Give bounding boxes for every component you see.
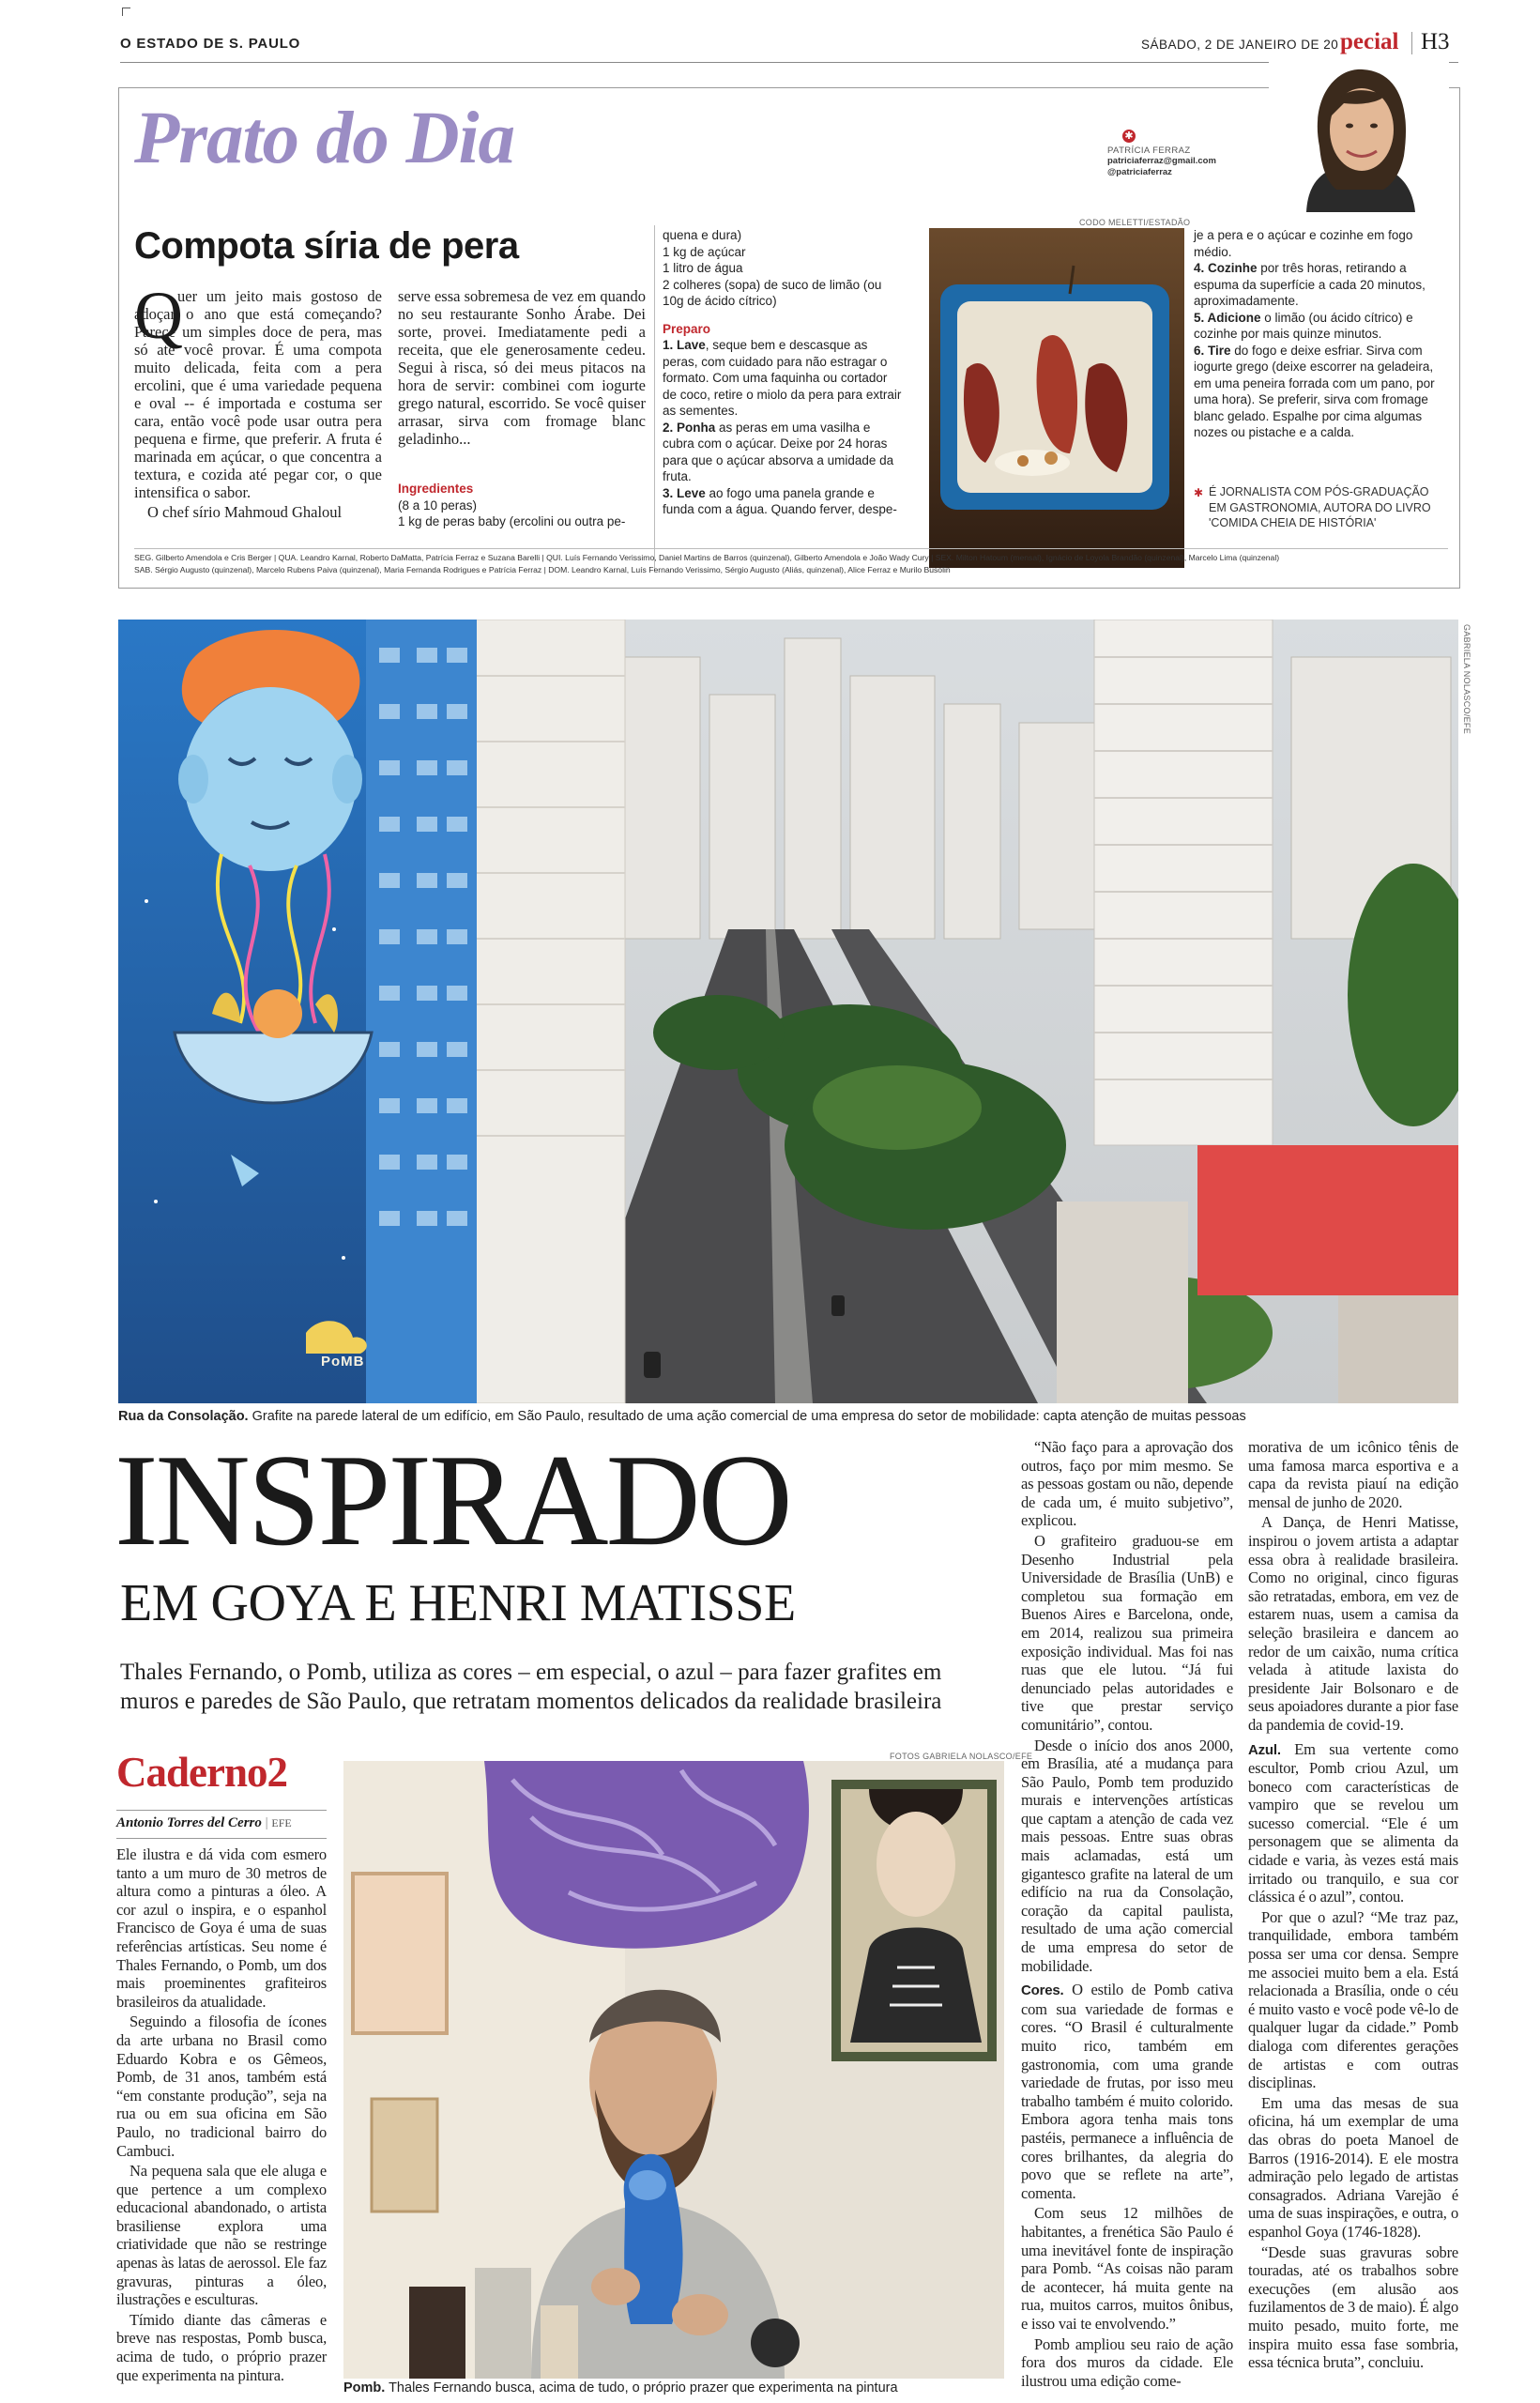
col3-para-4: Por que o azul? “Me traz paz, tranquilidade, embora também possa ser uma cor densa. Sempre me associei muito bem a ela. Está relacionada a Brasília, onde o céu é muito vasto e você pode vê-lo de qualquer lugar da cidade.” Pomb dialoga com diferentes gerações de artistas e com outras disciplinas. [1248,1907,1458,2092]
byline-rule-2 [116,1838,327,1839]
recipe-intro-text-3: serve essa sobremesa de vez em quando no seu restaurante Sonho Árabe. Dei sorte, provei. Imediatamente pedi a receita, que ele generosamente cedeu. Segui à risca, só dei meus pitacos na hora de servir: combinei com iogurte grego natural, escorrido. Se você quiser arrasar, sirva com fromage blanc geladinho... [398,287,646,448]
main-caption-text: Grafite na parede lateral de um edifício, em São Paulo, resultado de uma ação comercial de uma empresa do setor de mobilidade: capta atenção de muitas pessoas [248,1409,1246,1424]
col2-para-6: Pomb ampliou seu raio de ação fora dos muros da cidade. Ele ilustrou uma edição come- [1021,2334,1233,2390]
step-3 [663,485,905,518]
section-logo: Caderno2 [116,1749,287,1796]
recipe-title: Compota síria de pera [134,225,519,267]
author-email[interactable]: patriciaferraz@gmail.com [1107,156,1216,166]
header-divider [1411,32,1412,54]
ingredients-block [398,481,646,530]
prep-title: Preparo [663,321,711,336]
mural-signature: PoMB [321,1354,365,1370]
step-2 [663,420,905,485]
newspaper-name: O ESTADO DE S. PAULO [120,36,301,52]
article-photo-caption [343,2380,1004,2395]
ingredient-2: 1 kg de açúcar [663,244,746,259]
columnists-line-2: SAB. Sérgio Augusto (quinzenal), Marcelo Rubens Paiva (quinzenal), Maria Fernanda Rodrigues e Patrícia Ferraz | DOM. Leandro Karnal, Luís Fernando Verissimo, Sérgio Augusto (Aliás, quinzenal), Alice Ferraz e Murilo Busolin [134,565,951,574]
step-5 [1194,310,1449,343]
author-handle[interactable]: @patriciaferraz [1107,167,1172,177]
section-name: pecial [1340,29,1399,54]
col2-para-3: Desde o início dos anos 2000, em Brasília, até a mudança para São Paulo, Pomb tem produzido murais e intervenções artísticas que captam a atenção de cada vez mais pessoas. Entre suas obras mais aclamadas, está um gigantesco grafite na lateral de um edifício na rua da Consolação, coração da capital paulista, resultado de uma ação comercial de uma empresa do setor de mobilidade. [1021,1736,1233,1975]
page-number: H3 [1421,29,1450,54]
col2-para-2: O grafiteiro graduou-se em Desenho Industrial pela Universidade de Brasília (UnB) e completou sua formação em Buenos Aires e Barcelona, onde, em 2014, realizou sua primeira exposição individual. Mas foi nas ruas que ele lutou. “Já fui denunciado pelas autoridades e tive que prestar serviço comunitário”, contou. [1021,1531,1233,1734]
step-5-num: 5. Adicione [1194,310,1261,325]
ingredient-1-cont: quena e dura) [663,228,742,242]
recipe-intro-text: uer um jeito mais gostoso de adoçar o ano que está começando? Parece um simples doce de pera, mas só até você provar. É uma compota muito delicada, feita com a pera ercolini, que é uma variedade pequena e oval -- é importada e costuma ser cara, então você pode usar outra pera pequena e firme, que preferir. A fruta é marinada em açúcar, o que concentra a textura, e cozida até pegar cor, o que intensifica o sabor. [134,287,382,501]
recipe-steps-col [1194,227,1449,441]
columnists-line-1: SEG. Gilberto Amendola e Cris Berger | QUA. Leandro Karnal, Roberto DaMatta, Patrícia Ferraz e Suzana Barelli | QUI. Luís Fernando Verissimo, Daniel Martins de Barros (quinzenal), Gilberto Amendola e João Wady Cury | SEX. Milton Hatoum (mensal), Ignácio de Loyola Brandão (quinzenal), Marcelo Lima (quinzenal) [134,553,1280,562]
author-portrait [1269,62,1449,212]
deck: Thales Fernando, o Pomb, utiliza as cores – em especial, o azul – para fazer grafites em muros e paredes de São Paulo, que retratam momentos delicados da realidade brasileira [120,1660,942,1714]
col3-para-5: Em uma das mesas de sua oficina, há um exemplar de uma das obras do poeta Manoel de Barros (1916-2014). E ele mostra admiração pelo legado de artistas consagrados. Adriana Varejão é uma de suas inspirações, e outra, o espanhol Goya (1746-1828). [1248,2093,1458,2241]
main-caption-lead: Rua da Consolação. [118,1409,249,1424]
byline-rule [116,1810,327,1811]
main-photo-caption [118,1409,1458,1424]
step-6 [1194,343,1449,441]
col1-para-4: Tímido diante das câmeras e breve nas respostas, Pomb busca, acima de tudo, o próprio prazer que experimenta na pintura. [116,2310,327,2384]
article-photo [343,1761,1004,2379]
col3-subhead: Azul. [1248,1741,1281,1758]
article-photo-credit: FOTOS GABRIELA NOLASCO/EFE [890,1752,1033,1761]
main-photo-credit: GABRIELA NOLASCO/EFE [1462,624,1471,735]
article-col-3 [1248,1438,1458,2374]
ingredients-title: Ingredientes [398,482,474,496]
step-1 [663,337,905,420]
col2-para-5: Com seus 12 milhões de habitantes, a frenética São Paulo é uma inevitável fonte de inspiração para Pomb. “As coisas não param de acontecer, há muita gente na rua, muitos carros, muitos ônibus, e isso vai te envolvendo.” [1021,2204,1233,2333]
col3-para-2: A Dança, de Henri Matisse, inspirou o jovem artista a adaptar essa obra à realidade brasileira. Como no original, cinco figuras são retratadas, embora, em vez de estarem nuas, usem a camisa da seleção brasileira e dancem ao redor de um caixão, numa crítica velada à atitude laxista do presidente Jair Bolsonaro e de seus apoiadores durante a pior fase da pandemia de covid-19. [1248,1513,1458,1734]
step-1-text: , seque bem e descasque as peras, com cuidado para não estragar o formato. Com uma faquinha ou cortador de coco, retire o miolo da pera para extrair as sementes. [663,338,902,418]
corner-mark [122,8,130,16]
step-3-cont: je a pera e o açúcar e cozinhe em fogo médio. [1194,228,1413,259]
author-name: PATRÍCIA FERRAZ [1107,145,1191,156]
bio-asterisk-icon: ✱ [1194,486,1204,499]
ingredient-3: 1 litro de água [663,261,743,275]
recipe-kicker: Prato do Dia [134,98,514,179]
step-6-num: 6. Tire [1194,343,1231,358]
header-rule [120,62,1458,63]
article-caption-text: Thales Fernando busca, acima de tudo, o próprio prazer que experimenta na pintura [385,2380,898,2395]
step-6-text: do fogo e deixe esfriar. Sirva com iogurte grego (deixe escorrer na geladeira, em uma peneira forrada com um pano, por uma hora). Se preferir, sirva com fromage blanc gelado. Espalhe por cima algumas nozes ou pistache e a calda. [1194,343,1435,439]
step-3-num: 3. Leve [663,485,706,500]
main-photo [118,620,1458,1403]
step-2-text: as peras em uma vasilha e cubra com o açúcar. Deixe por 24 horas para que o açúcar absorva a umidade da fruta. [663,420,894,483]
col2-para-4 [1021,1981,1233,2202]
step-3-text: ao fogo uma panela grande e funda com a água. Quando ferver, despe- [663,485,897,516]
step-4 [1194,260,1449,310]
col3-para-6: “Desde suas gravuras sobre touradas, até os trabalhos sobre execuções (em alusão aos fuzilamentos de 3 de maio). É algo muito pesado, muito forte, me inspira muito essa fase sombria, essa técnica bruta”, concluiu. [1248,2242,1458,2372]
step-2-num: 2. Ponha [663,420,716,435]
step-1-num: 1. Lave [663,338,706,352]
headline: INSPIRADO [114,1428,790,1573]
col2-para-4-text: O estilo de Pomb cativa com sua variedade de formas e cores. “O Brasil é culturalmente muito rico, também em gastronomia, com uma grande variedade de frutas, por isso meu trabalho também é muito colorido. Embora agora tenha mais tons pastéis, permanece a influência de cores brilhantes, da alegria do povo que se reflete na arte”, comenta. [1021,1981,1233,2202]
col1-para-2: Seguindo a filosofia de ícones da arte urbana no Brasil como Eduardo Kobra e os Gêmeos, Pomb, de 31 anos, também está “em constante produção”, seja na rua ou em sua oficina em São Paulo, no tradicional bairro do Cambuci. [116,2013,327,2160]
ingredients-block-cont [663,227,905,518]
step-4-num: 4. Cozinhe [1194,261,1258,275]
col2-para-1: “Não faço para a aprovação dos outros, faço por mim mesmo. Se as pessoas gostam ou não, depende de cada um, é muito subjetivo”, explicou. [1021,1438,1233,1530]
author-asterisk-icon: ✱ [1122,130,1136,143]
col1-para-1: Ele ilustra e dá vida com esmero tanto a um muro de 30 metros de altura como a pinturas a óleo. A cor azul o inspira, e o espanhol Francisco de Goya é uma de suas referências artísticas. Seu nome é Thales Fernando, o Pomb, um dos mais proeminentes grafiteiros brasileiros da atualidade. [116,1845,327,2011]
col2-subhead: Cores. [1021,1982,1064,1999]
col3-para-3 [1248,1740,1458,1906]
article-col-1 [116,1845,327,2386]
drop-cap: Q [134,278,183,353]
ingredient-1: 1 kg de peras baby (ercolini ou outra pe- [398,514,626,528]
ingredients-yield: (8 a 10 peras) [398,497,478,513]
subheadline: EM GOYA E HENRI MATISSE [120,1574,796,1632]
byline-agency: EFE [271,1816,292,1829]
recipe-intro-col2 [398,287,646,450]
article-col-2 [1021,1438,1233,2392]
author-bio: É JORNALISTA COM PÓS-GRADUAÇÃO EM GASTRONOMIA, AUTORA DO LIVRO 'COMIDA CHEIA DE HISTÓRIA' [1209,485,1431,529]
recipe-photo-credit: CODO MELETTI/ESTADÃO [1079,218,1191,227]
page-date: SÁBADO, 2 DE JANEIRO DE 20 [1141,38,1339,52]
col3-para-3-text: Em sua vertente como escultor, Pomb criou Azul, um boneco com características de vampiro que se revelou um sucesso comercial. “Ele é um personagem que se alimenta da cidade e varia, às vezes está mais irritado ou tranquilo, e sua cor clássica é o azul”, contou. [1248,1739,1458,1906]
ingredient-4: 2 colheres (sopa) de suco de limão (ou 10g de ácido cítrico) [663,277,882,308]
byline: Antonio Torres del Cerro | EFE [116,1815,292,1830]
column-rule [654,225,655,571]
step-5-text: o limão (ou ácido cítrico) e cozinhe por mais quinze minutos. [1194,310,1413,341]
byline-author: Antonio Torres del Cerro [116,1815,262,1830]
recipe-photo [929,228,1184,568]
columnists-rule [134,548,1448,549]
article-caption-lead: Pomb. [343,2380,386,2395]
recipe-intro-col1 [134,287,382,523]
step-4-text: por três horas, retirando a espuma da superfície a cada 20 minutos, aproximadamente. [1194,261,1426,308]
col3-para-1: morativa de um icônico tênis de uma famosa marca esportiva e a capa da revista piauí na edição mensal de junho de 2020. [1248,1438,1458,1511]
recipe-intro-text-2: O chef sírio Mahmoud Ghaloul [147,503,343,521]
col1-para-3: Na pequena sala que ele aluga e que pertence a um complexo educacional abandonado, o artista brasiliense explora uma criatividade que não se restringe apenas às latas de aerossol. Ele faz gravuras, pinturas a óleo, ilustrações e esculturas. [116,2162,327,2309]
